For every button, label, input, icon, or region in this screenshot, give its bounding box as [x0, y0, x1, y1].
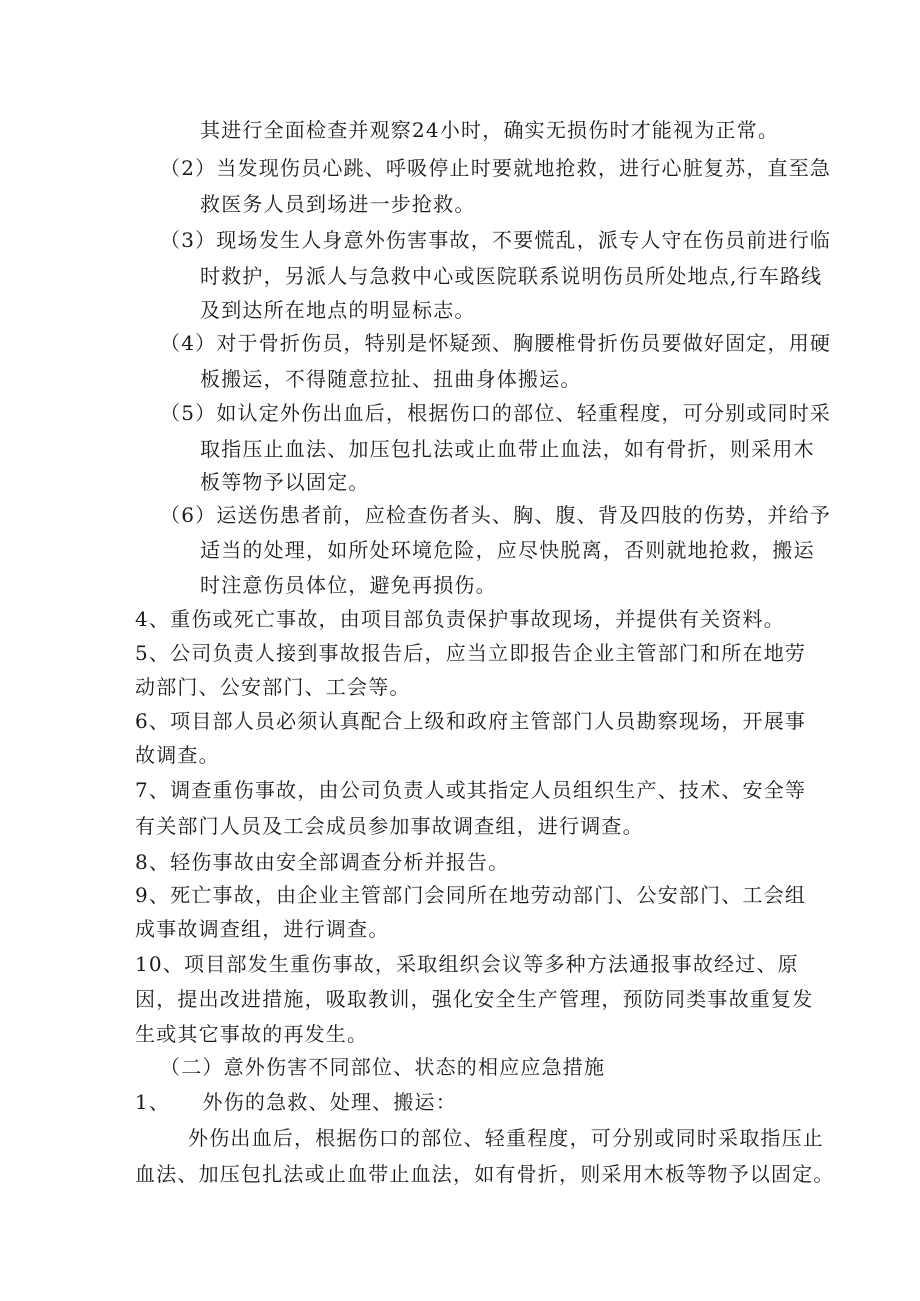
text-line: 其进行全面检查并观察24小时，确实无损伤时才能视为正常。: [200, 118, 780, 142]
text-line: 动部门、公安部门、工会等。: [135, 675, 411, 699]
text-line: （2）当发现伤员心跳、呼吸停止时要就地抢救，进行心脏复苏，直至急: [160, 156, 832, 180]
text-line: 成事故调查组，进行调查。: [135, 917, 390, 941]
text-line: 外伤出血后，根据伤口的部位、轻重程度，可分别或同时采取指压止: [188, 1126, 824, 1150]
text-line: 有关部门人员及工会成员参加事故调查组，进行调查。: [135, 814, 644, 838]
text-line: 1、 外伤的急救、处理、搬运：: [135, 1090, 457, 1114]
text-line: 时注意伤员体位，避免再损伤。: [200, 573, 497, 597]
text-line: 4、重伤或死亡事故，由项目部负责保护事故现场，并提供有关资料。: [135, 607, 785, 631]
text-line: 6、项目部人员必须认真配合上级和政府主管部门人员勘察现场，开展事: [135, 709, 807, 733]
text-line: 10、项目部发生重伤事故，采取组织会议等多种方法通报事故经过、原: [135, 952, 799, 976]
text-line: 及到达所在地点的明显标志。: [200, 298, 476, 322]
text-line: 8、轻伤事故由安全部调查分析并报告。: [135, 850, 510, 874]
text-line: 取指压止血法、加压包扎法或止血带止血法，如有骨折，则采用木: [200, 437, 815, 461]
text-line: 救医务人员到场进一步抢救。: [200, 192, 476, 216]
text-line: 适当的处理，如所处环境危险，应尽快脱离，否则就地抢救，搬运: [200, 538, 815, 562]
text-line: 5、公司负责人接到事故报告后，应当立即报告企业主管部门和所在地劳: [135, 641, 807, 665]
text-line: 7、调查重伤事故，由公司负责人或其指定人员组织生产、技术、安全等: [135, 778, 807, 802]
text-line: （4）对于骨折伤员，特别是怀疑颈、胸腰椎骨折伤员要做好固定，用硬: [160, 331, 832, 355]
text-line: （6）运送伤患者前，应检查伤者头、胸、腹、背及四肢的伤势，并给予: [160, 503, 832, 527]
text-line: 板等物予以固定。: [200, 470, 370, 494]
text-line: 时救护，另派人与急救中心或医院联系说明伤员所处地点,行车路线: [200, 264, 823, 288]
text-line: 板搬运，不得随意拉扯、扭曲身体搬运。: [200, 367, 582, 391]
text-line: 血法、加压包扎法或止血带止血法，如有骨折，则采用木板等物予以固定。: [135, 1162, 835, 1186]
text-line: 9、死亡事故，由企业主管部门会同所在地劳动部门、公安部门、工会组: [135, 883, 807, 907]
text-line: 生或其它事故的再发生。: [135, 1022, 369, 1046]
text-line: 因，提出改进措施，吸取教训，强化安全生产管理，预防同类事故重复发: [135, 987, 814, 1011]
text-line: （3）现场发生人身意外伤害事故，不要慌乱，派专人守在伤员前进行临: [160, 228, 832, 252]
text-line: 故调查。: [135, 743, 220, 767]
section-heading: （二）意外伤害不同部位、状态的相应应急措施: [160, 1055, 606, 1079]
text-line: （5）如认定外伤出血后，根据伤口的部位、轻重程度，可分别或同时采: [160, 401, 832, 425]
